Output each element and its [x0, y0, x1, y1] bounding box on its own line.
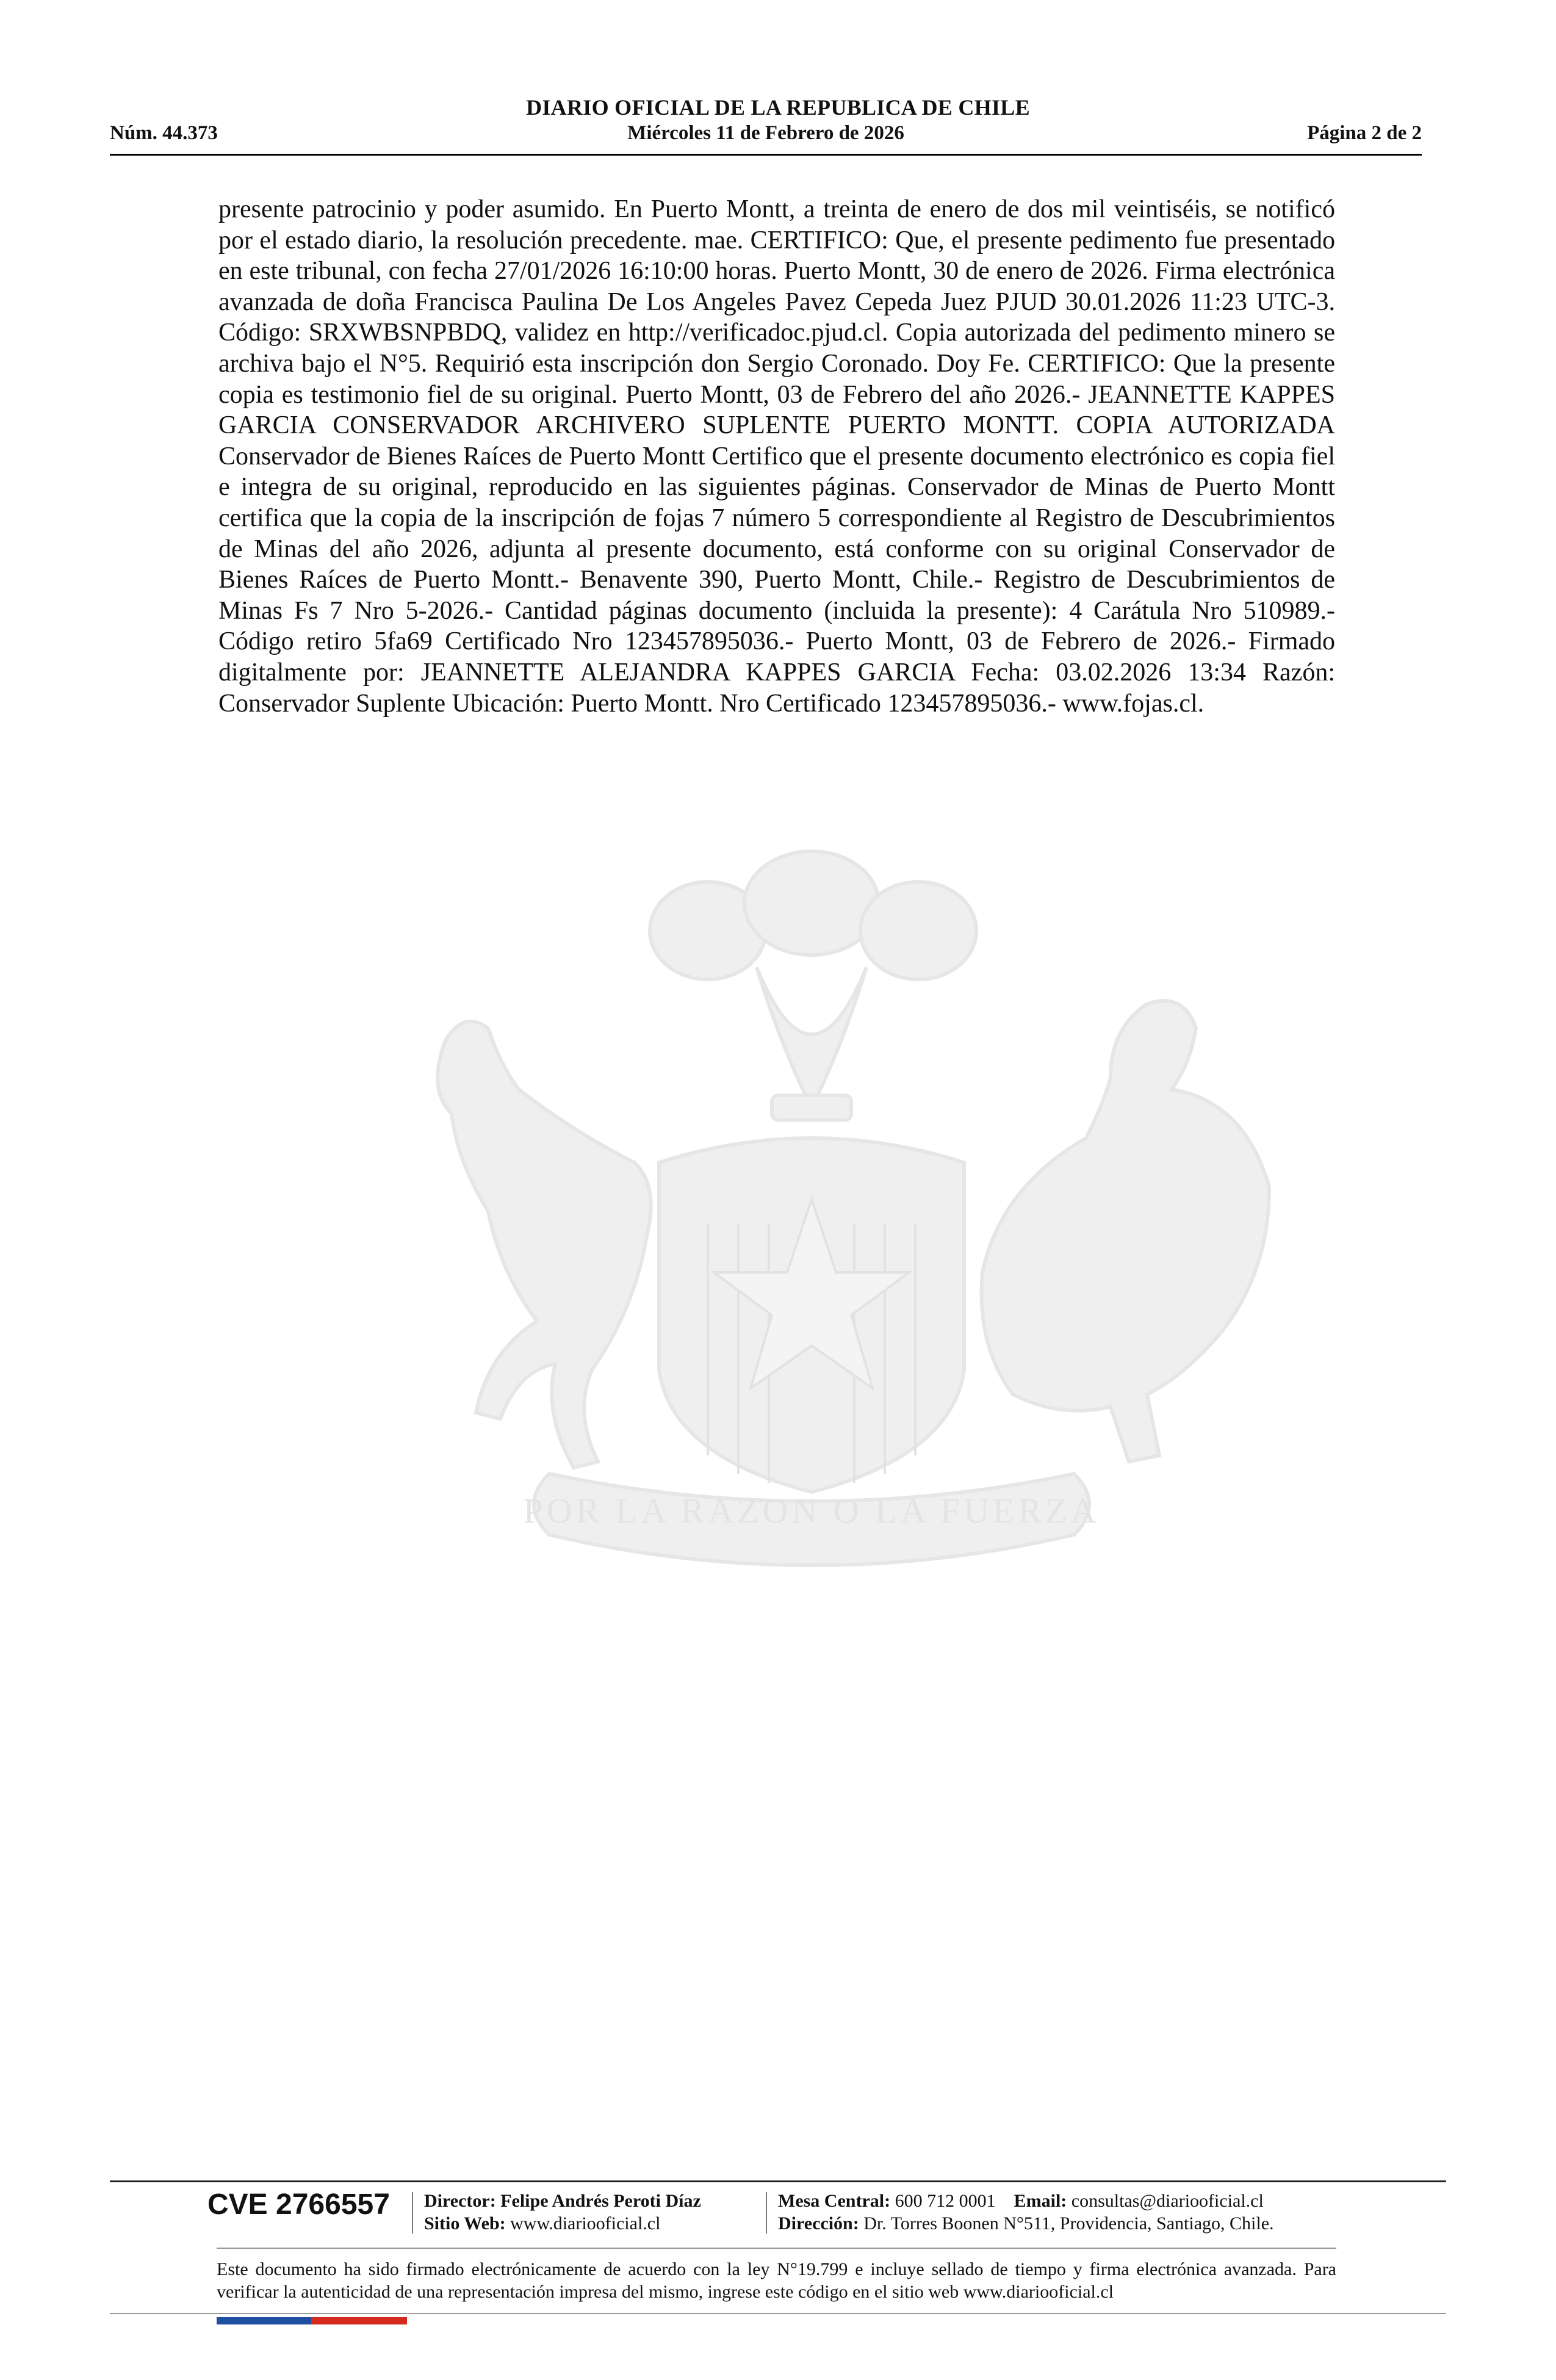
website-label: Sitio Web: — [424, 2213, 506, 2234]
director-label: Director: — [424, 2191, 496, 2211]
header-divider — [110, 154, 1422, 156]
page-indicator: Página 2 de 2 — [1307, 122, 1422, 144]
watermark-motto: POR LA RAZON O LA FUERZA — [523, 1491, 1100, 1531]
contact-info — [778, 2190, 1274, 2235]
flag-stripe-red — [311, 2317, 407, 2324]
email-label: Email: — [1014, 2191, 1067, 2211]
coat-of-arms-watermark-icon — [317, 845, 1306, 1669]
header-title: DIARIO OFICIAL DE LA REPUBLICA DE CHILE — [526, 95, 1030, 120]
website-link[interactable]: www.diariooficial.cl — [510, 2213, 661, 2234]
document-body: presente patrocinio y poder asumido. En Puerto Montt, a treinta de enero de dos mil veintiséis, se notificó por el estado diario, la resolución precedente. mae. CERTIFICO: Que, el presente pedimento fue presentado en este tribunal, con fecha 27/01/2026 16:10:00 horas. Puerto Montt, 30 de enero de 2026. Firma electrónica avanzada de doña Francisca Paulina De Los Angeles Pavez Cepeda Juez PJUD 30.01.2026 11:23 UTC-3. Código: SRXWBSNPBDQ, validez en http://verificadoc.pjud.cl. Copia autorizada del pedimento minero se archiva bajo el N°5. Requirió esta inscripción don Sergio Coronado. Doy Fe. CERTIFICO: Que la presente copia es testimonio fiel de su original. Puerto Montt, 03 de Febrero del año 2026.- JEANNETTE KAPPES GARCIA CONSERVADOR ARCHIVERO SUPLENTE PUERTO MONTT. COPIA AUTORIZADA Conservador de Bienes Raíces de Puerto Montt Certifico que el presente documento electrónico es copia fiel e integra de su original, reproducido en las siguientes páginas. Conservador de Minas de Puerto Montt certifica que la copia de la inscripción de fojas 7 número 5 correspondiente al Registro de Descubrimientos de Minas del año 2026, adjunta al presente documento, está conforme con su original Conservador de Bienes Raíces de Puerto Montt.- Benavente 390, Puerto Montt, Chile.- Registro de Descubrimientos de Minas Fs 7 Nro 5-2026.- Cantidad páginas documento (incluida la presente): 4 Carátula Nro 510989.- Código retiro 5fa69 Certificado Nro 123457895036.- Puerto Montt, 03 de Febrero de 2026.- Firmado digitalmente por: JEANNETTE ALEJANDRA KAPPES GARCIA Fecha: 03.02.2026 13:34 Razón: Conservador Suplente Ubicación: Puerto Montt. Nro Certificado 123457895036.- www.fojas.cl. — [218, 195, 1335, 718]
footer-separator — [766, 2192, 767, 2234]
signature-note: Este documento ha sido firmado electrónicamente de acuerdo con la ley N°19.799 e incluye sellado de tiempo y firma electrónica avanzada. Para verificar la autenticidad de una representación impresa del mismo, ingrese este código en el sitio web www.diariooficial.cl — [217, 2259, 1336, 2302]
address: Dr. Torres Boonen N°511, Providencia, Santiago, Chile. — [863, 2213, 1274, 2234]
email-link[interactable]: consultas@diariooficial.cl — [1071, 2191, 1264, 2211]
header-row — [110, 122, 1422, 153]
director-name: Felipe Andrés Peroti Díaz — [500, 2191, 701, 2211]
phone-label: Mesa Central: — [778, 2191, 891, 2211]
flag-stripe-blue — [217, 2317, 311, 2324]
director-info — [424, 2190, 701, 2235]
issue-date: Miércoles 11 de Febrero de 2026 — [627, 122, 904, 144]
address-label: Dirección: — [778, 2213, 859, 2234]
footer-mid-divider — [217, 2248, 1336, 2249]
footer-separator — [412, 2192, 413, 2234]
cve-code: CVE 2766557 — [207, 2188, 390, 2221]
issue-number: Núm. 44.373 — [110, 122, 218, 144]
phone-number: 600 712 0001 — [895, 2191, 996, 2211]
footer-top-divider — [110, 2180, 1446, 2182]
footer-bottom-divider — [110, 2313, 1446, 2314]
